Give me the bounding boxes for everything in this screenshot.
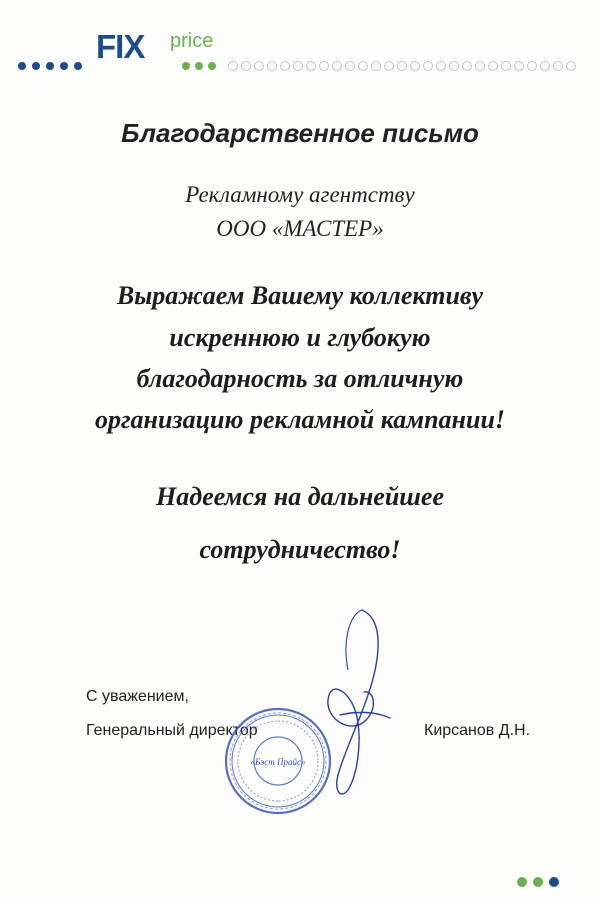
body-line: благодарность за отличную [136, 364, 464, 393]
fix-price-logo [0, 28, 600, 78]
logo-brand-sub: price [170, 30, 214, 52]
signer-name: Кирсанов Д.Н. [424, 722, 531, 739]
handwritten-signature [300, 600, 410, 810]
logo-dots-graphic [0, 28, 600, 78]
stamp-inner-text: «Бэст Прайс» [250, 757, 306, 767]
letter-title: Благодарственное письмо [121, 118, 479, 148]
addressee-company: ООО «МАСТЕР» [216, 216, 384, 241]
body-line: сотрудничество! [199, 535, 401, 564]
body-line: организацию рекламной кампании! [94, 405, 506, 434]
logo-brand-main: FIX [96, 28, 145, 65]
body-line: искреннюю и глубокую [169, 323, 431, 352]
footer-dots-decoration [514, 874, 574, 890]
addressee-line: Рекламному агентству [185, 182, 415, 207]
signer-position: Генеральный директор [86, 722, 258, 739]
body-line: Надеемся на дальнейшее [155, 482, 445, 511]
closing-regards: С уважением, [86, 688, 189, 705]
body-line: Выражаем Вашему коллективу [116, 281, 484, 310]
